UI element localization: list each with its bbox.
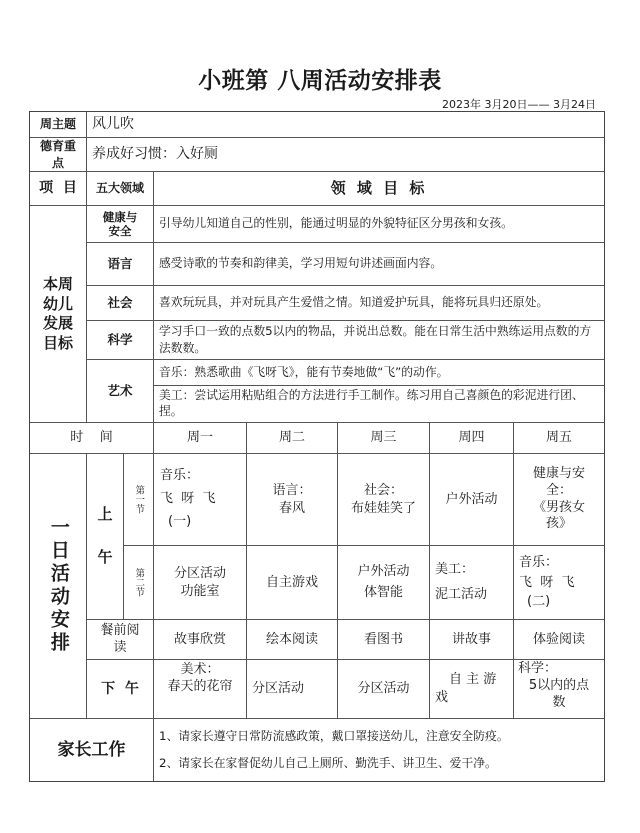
period2-text: 第二节 bbox=[133, 568, 145, 597]
cell-line: 健康与安全： bbox=[532, 465, 585, 498]
reading-thu: 讲故事 bbox=[429, 619, 514, 660]
p1-tue bbox=[246, 453, 338, 546]
goal-science: 学习手口一致的点数5以内的物品，并说出总数。能在日常生活中熟练运用点数的方法数数。 bbox=[153, 320, 605, 360]
header-domain: 五大领域 bbox=[86, 171, 154, 206]
parents-item: 1、请家长遵守日常防流感政策，戴口罩接送幼儿，注意安全防疫。 bbox=[159, 728, 509, 743]
day-header-tue: 周二 bbox=[246, 422, 338, 454]
goal-social: 喜欢玩玩具，并对玩具产生爱惜之情。知道爱护玩具，能将玩具归还原处。 bbox=[153, 285, 605, 321]
p2-thu bbox=[429, 545, 514, 620]
p2-wed bbox=[337, 545, 430, 620]
time-header: 时 间 bbox=[29, 422, 154, 454]
domain-arts: 艺术 bbox=[86, 359, 154, 423]
pm-fri bbox=[513, 659, 605, 719]
parents-item: 2、请家长在家督促幼儿自己上厕所、勤洗手、讲卫生、爱干净。 bbox=[159, 755, 497, 770]
period2-label bbox=[123, 545, 154, 620]
cell-line: 美术： bbox=[180, 662, 220, 677]
day-header-mon: 周一 bbox=[153, 422, 247, 454]
cell-line: 户外活动 bbox=[357, 563, 410, 579]
p2-tue bbox=[246, 545, 338, 620]
parents-content bbox=[153, 718, 605, 782]
parents-label: 家长工作 bbox=[29, 718, 154, 782]
cell-line: 《男孩女孩》 bbox=[532, 499, 585, 532]
period1-label bbox=[123, 453, 154, 546]
p1-mon bbox=[153, 453, 247, 546]
theme-value: 风儿吹 bbox=[86, 111, 605, 138]
theme-label: 周主题 bbox=[29, 111, 87, 138]
p2-mon bbox=[153, 545, 247, 620]
cell-line: (一) bbox=[168, 513, 192, 529]
domain-health: 健康与安全 bbox=[86, 205, 154, 243]
schedule-section-text: 一日活动安排 bbox=[47, 517, 70, 655]
morning-label bbox=[86, 453, 124, 620]
pm-wed: 分区活动 bbox=[337, 659, 430, 719]
p2-fri bbox=[513, 545, 605, 620]
cell-line: 春风 bbox=[278, 500, 305, 516]
cell-line: 户外活动 bbox=[445, 491, 498, 507]
cell-line: 布娃娃笑了 bbox=[350, 500, 416, 516]
reading-wed: 看图书 bbox=[337, 619, 430, 660]
cell-line: 体智能 bbox=[363, 584, 403, 600]
goal-arts-music: 音乐：熟悉歌曲《飞呀飞》，能有节奏地做“飞”的动作。 bbox=[153, 359, 605, 386]
reading-label: 餐前阅读 bbox=[86, 619, 154, 660]
goal-language: 感受诗歌的节奏和韵律美，学习用短句讲述画面内容。 bbox=[153, 242, 605, 286]
schedule-section-label bbox=[29, 453, 87, 719]
cell-line: 5以内的点 bbox=[528, 677, 590, 693]
cell-line: (二) bbox=[527, 594, 551, 610]
cell-line: 音乐： bbox=[160, 468, 200, 484]
cell-line: 泥工活动 bbox=[435, 586, 488, 602]
day-header-wed: 周三 bbox=[337, 422, 430, 454]
domain-science: 科学 bbox=[86, 320, 154, 360]
cell-line: 数 bbox=[552, 694, 566, 710]
afternoon-label: 下 午 bbox=[86, 659, 154, 719]
cell-line: 美工： bbox=[435, 561, 475, 577]
pm-tue: 分区活动 bbox=[246, 659, 338, 719]
cell-line: 科学： bbox=[518, 661, 558, 676]
morning-top: 上 bbox=[97, 504, 113, 523]
cell-line: 戏 bbox=[435, 690, 449, 705]
day-header-fri: 周五 bbox=[513, 422, 605, 454]
goal-arts-crafts: 美工：尝试运用粘贴组合的方法进行手工制作。练习用自己喜颜色的彩泥进行团、捏。 bbox=[153, 385, 605, 423]
header-item: 项 目 bbox=[29, 171, 87, 206]
header-goal: 领 域 目 标 bbox=[153, 171, 605, 206]
cell-line: 功能室 bbox=[180, 583, 220, 599]
moral-label: 德育重点 bbox=[29, 137, 87, 172]
cell-line: 飞 呀 飞 bbox=[160, 491, 216, 507]
period1-text: 第一节 bbox=[133, 485, 145, 514]
cell-line: 语言： bbox=[272, 482, 312, 498]
cell-line: 飞 呀 飞 bbox=[519, 574, 575, 590]
page-title: 小班第 八周活动安排表 bbox=[198, 68, 442, 94]
cell-line: 春天的花帘 bbox=[167, 678, 233, 694]
cell-line: 音乐： bbox=[519, 555, 559, 571]
reading-fri: 体验阅读 bbox=[513, 619, 605, 660]
date-range: 2023年 3月20日—— 3月24日 bbox=[442, 98, 596, 111]
p1-thu bbox=[429, 453, 514, 546]
pm-mon bbox=[153, 659, 247, 719]
reading-tue: 绘本阅读 bbox=[246, 619, 338, 660]
moral-value: 养成好习惯：入好厕 bbox=[86, 137, 605, 172]
reading-mon: 故事欣赏 bbox=[153, 619, 247, 660]
p1-wed bbox=[337, 453, 430, 546]
goal-health: 引导幼儿知道自己的性别，能通过明显的外貌特征区分男孩和女孩。 bbox=[153, 205, 605, 243]
cell-line: 分区活动 bbox=[173, 565, 226, 581]
cell-line: 社会： bbox=[363, 482, 403, 498]
cell-line: 自 主 游 bbox=[449, 671, 497, 687]
day-header-thu: 周四 bbox=[429, 422, 514, 454]
domain-social: 社会 bbox=[86, 285, 154, 321]
domain-language: 语言 bbox=[86, 242, 154, 286]
morning-bottom: 午 bbox=[97, 548, 113, 567]
cell-line: 自主游戏 bbox=[265, 574, 318, 590]
pm-thu bbox=[429, 659, 514, 719]
goals-section-label: 本周幼儿发展目标 bbox=[29, 205, 87, 423]
p1-fri bbox=[513, 453, 605, 546]
